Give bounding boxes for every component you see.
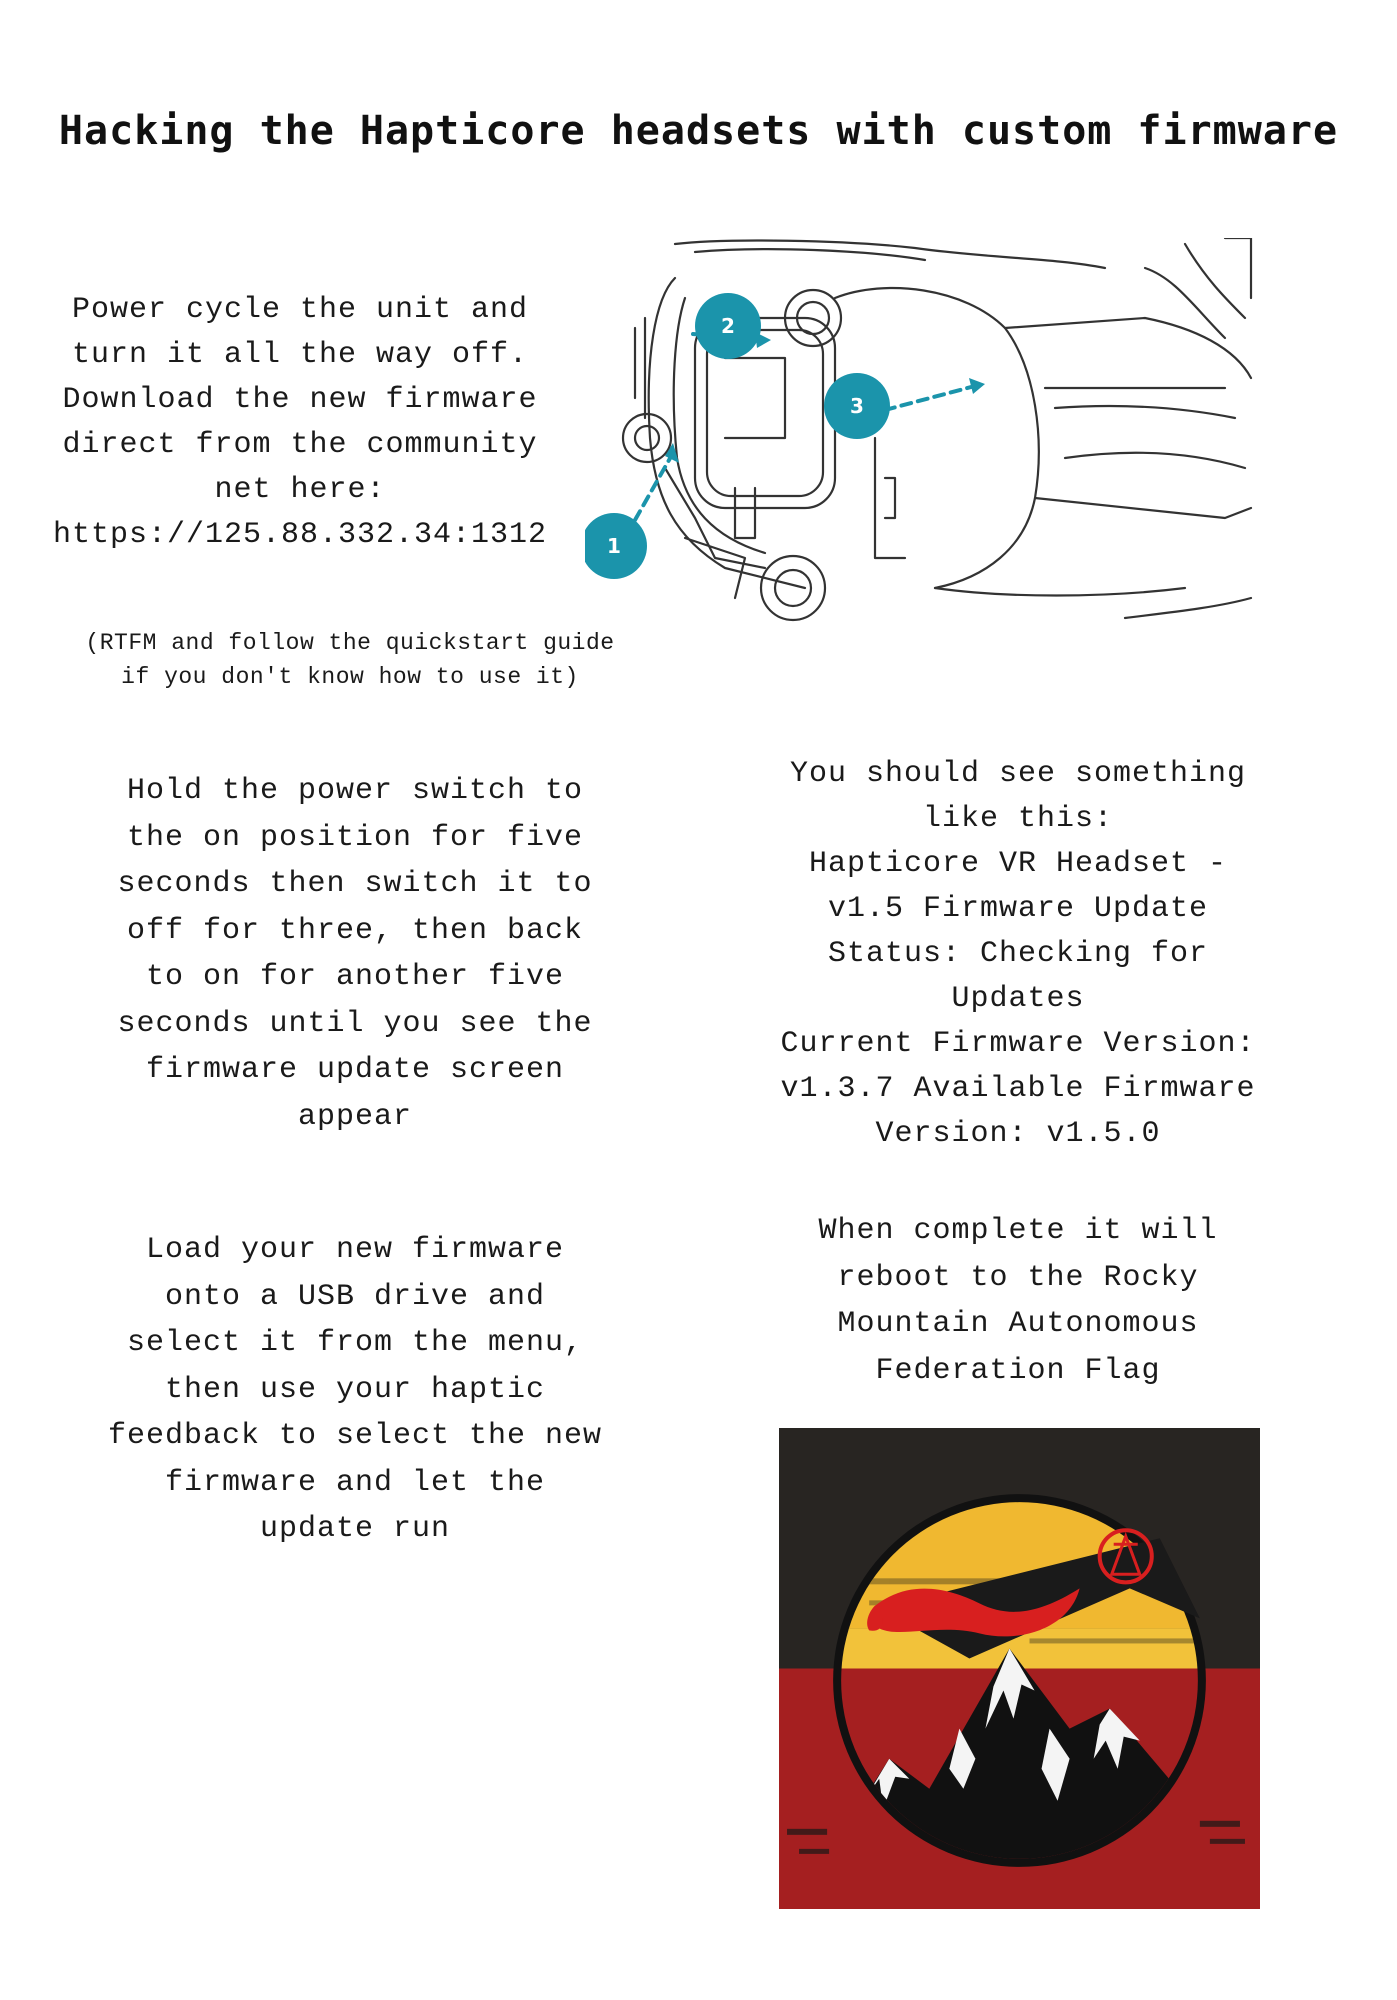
headset-diagram	[585, 238, 1255, 638]
text-line: seconds until you see the	[117, 1006, 593, 1041]
text-line: seconds then switch it to	[117, 867, 593, 901]
text-line: update run	[259, 1512, 451, 1546]
text-line: Updates	[951, 982, 1085, 1016]
text-line: the on position for five	[126, 820, 584, 855]
text-line: reboot to the Rocky	[837, 1260, 1199, 1295]
text-line: net here:	[214, 473, 386, 507]
text-line: appear	[297, 1099, 413, 1134]
expected-update-screen	[728, 752, 1308, 1157]
text-line: v1.3.7 Available Firmware	[780, 1072, 1256, 1106]
callout-label-3: 3	[850, 394, 864, 418]
text-line: Current Firmware Version:	[780, 1027, 1256, 1061]
text-line: then use your haptic	[164, 1372, 546, 1407]
text-line: feedback to select the new	[107, 1419, 603, 1453]
text-line: Federation Flag	[875, 1353, 1161, 1388]
text-line: Hapticore VR Headset -	[808, 847, 1228, 881]
text-line: Status: Checking for	[827, 937, 1209, 971]
text-line: onto a USB drive and	[164, 1279, 546, 1314]
step-power-switch	[60, 768, 650, 1140]
text-line: if you don't know how to use it)	[121, 664, 579, 690]
text-line: Power cycle the unit and	[71, 293, 529, 327]
text-line: Hold the power switch to	[126, 774, 584, 808]
text-line: Download the new firmware	[62, 383, 538, 417]
text-line: Version: v1.5.0	[875, 1117, 1161, 1151]
federation-flag-image	[779, 1428, 1260, 1909]
text-line: direct from the community	[62, 428, 538, 462]
text-line: firmware update screen	[145, 1053, 565, 1087]
callout-label-1: 1	[607, 534, 621, 558]
callout-label-2: 2	[721, 314, 735, 338]
completion-note	[728, 1208, 1308, 1394]
text-line: v1.5 Firmware Update	[827, 892, 1209, 926]
text-line: You should see something	[789, 757, 1247, 791]
step-power-cycle	[30, 288, 570, 558]
text-line: (RTFM and follow the quickstart guide	[85, 630, 615, 656]
text-line: off for three, then back	[126, 913, 584, 948]
text-line: Load your new firmware	[145, 1233, 565, 1267]
text-line: select it from the menu,	[126, 1326, 584, 1360]
step-load-firmware	[60, 1227, 650, 1553]
firmware-url: https://125.88.332.34:1312	[52, 518, 548, 552]
text-line: to on for another five	[145, 960, 565, 994]
text-line: turn it all the way off.	[71, 338, 529, 372]
rtfm-note	[50, 626, 650, 694]
text-line: like this:	[922, 802, 1114, 836]
text-line: Mountain Autonomous	[837, 1307, 1199, 1341]
text-line: When complete it will	[818, 1214, 1218, 1248]
page-title: Hacking the Hapticore headsets with custom firmware	[58, 108, 1339, 154]
text-line: firmware and let the	[164, 1465, 546, 1500]
